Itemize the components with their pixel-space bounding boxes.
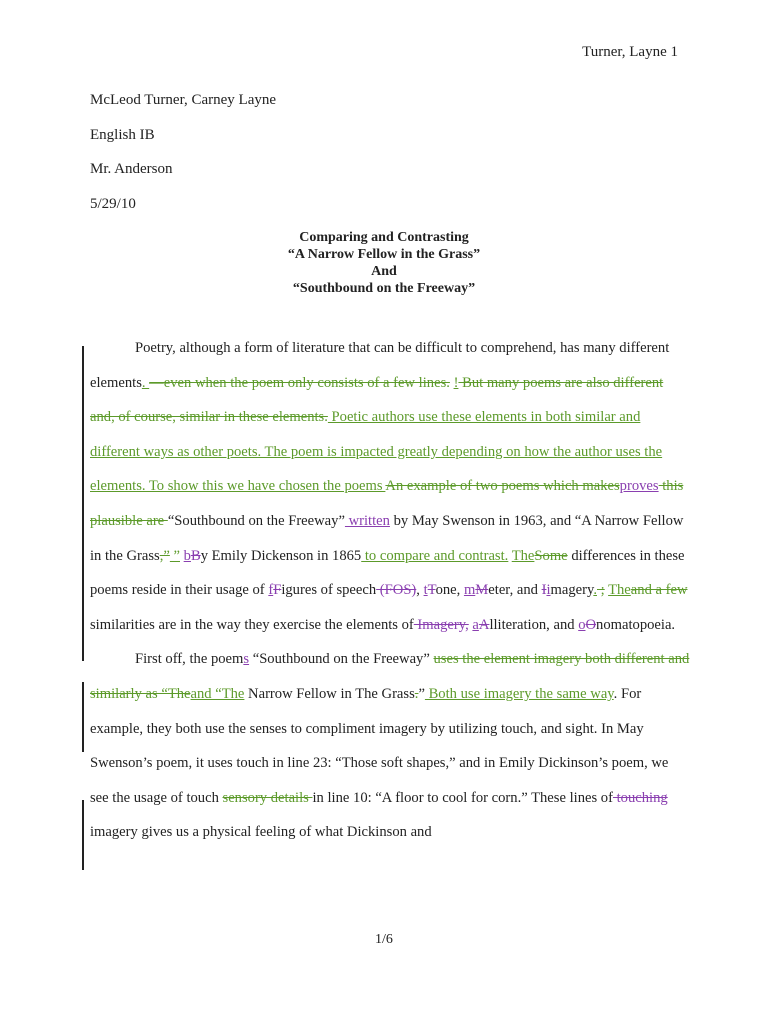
deleted-text: A [478,616,490,633]
deleted-text: and a few [630,582,688,599]
text-run: differences in these poems reside in their usage of [90,547,685,599]
deleted-text: O [585,616,597,633]
title-line-1: Comparing and Contrasting [299,230,469,245]
deleted-text: Imagery, [413,616,469,633]
deleted-text: . [414,685,419,702]
deleted-text: T [427,582,436,599]
change-bar [82,682,84,752]
text-run: by May Swenson in 1963, and “A Narrow Fellow in the Grass [90,512,684,564]
deleted-text: ; [597,582,605,599]
text-run: eter, and [488,582,542,599]
inserted-text: b [183,547,191,564]
deleted-text: I [541,582,547,599]
text-run: “Southbound on the Freeway” [167,512,345,529]
inserted-text: . [593,582,597,599]
text-run: imagery gives us a physical feeling of what Dickinson and [90,824,432,841]
teacher-name: Mr. Anderson [90,161,173,177]
deleted-text: F [273,582,282,599]
change-bar [82,800,84,870]
inserted-text: f [268,582,274,599]
text-run: ” [418,685,425,702]
text-run: igures of speech [281,582,377,599]
deleted-text: touching [612,789,668,806]
essay-body [90,331,690,850]
running-head: Turner, Layne 1 [582,44,678,60]
deleted-text: sensory details [222,789,313,806]
inserted-text: ” [169,547,180,564]
deleted-text: But many poems are also different and, of course, similar in these elements. [90,374,664,426]
text-run: . For example, they both use the senses to compliment imagery by utilizing touch, and sight. In May Swenson’s poem, it uses touch in line 23: “Those soft shapes,” and in Emily Dickinson’s poem, we see the usage of touch [90,685,669,806]
inserted-text: a [472,616,479,633]
text-run: one, [435,582,464,599]
deleted-text: this plausible are [90,478,684,529]
title-line-2: “A Narrow Fellow in the Grass” [287,247,481,262]
inserted-text: The [608,582,631,599]
title-line-3: And [371,264,397,279]
change-bar [82,346,84,661]
text-run: similarities are in the way they exercise the elements of [90,616,414,633]
inserted-text: t [423,582,428,599]
text-run: magery [550,582,594,599]
paragraph-2 [90,642,690,850]
inserted-text: Both use imagery the same way [424,685,614,702]
text-run: in line 10: “A floor to cool for corn.” These lines of [312,789,613,806]
inserted-text: . [141,374,150,391]
mla-heading [90,90,276,228]
inserted-text: written [344,512,390,529]
deleted-text: —even when the poem only consists of a few lines. [149,374,450,391]
inserted-text: s [243,651,250,668]
text-run: lliteration, and [489,616,579,633]
deleted-text: uses the element imagery both different and similarly as “The [90,651,690,702]
text-run: First off, the poem [135,651,244,668]
deleted-text: M [475,582,489,599]
text-run: Narrow Fellow in The Grass [244,685,415,702]
text-run: , [416,582,424,599]
inserted-text: The [511,547,535,564]
page-number: 1/6 [375,932,393,947]
inserted-text: m [463,582,476,599]
text-run: nomatopoeia. [596,616,676,633]
paragraph-1 [90,331,690,642]
deleted-text: B [190,547,201,564]
text-run: y Emily Dickenson in 1865 [200,547,362,564]
essay-title [0,229,768,297]
inserted-text: o [578,616,586,633]
inserted-text: Poetic authors use these elements in both similar and different ways as other poets. The poem is impacted greatly depending on how the author uses the elements. To show this we have chosen the poems [90,409,663,495]
essay-date: 5/29/10 [90,195,136,212]
author-names: McLeod Turner, Carney Layne [90,92,277,108]
inserted-text: proves [619,478,659,495]
deleted-text: An example of two poems which makes [385,478,620,495]
deleted-text: Some [534,547,568,564]
course-name: English IB [90,126,155,143]
text-run: Poetry, although a form of literature that can be difficult to comprehend, has many different elements [90,340,670,391]
text-run: “Southbound on the Freeway” [249,651,434,668]
inserted-text: and “The [190,685,245,702]
deleted-text: (FOS) [376,582,417,599]
title-line-4: “Southbound on the Freeway” [292,281,476,296]
deleted-text: ,” [159,547,170,564]
inserted-text: ! [453,374,459,391]
inserted-text: i [546,582,551,599]
inserted-text: to compare and contrast. [361,547,509,564]
